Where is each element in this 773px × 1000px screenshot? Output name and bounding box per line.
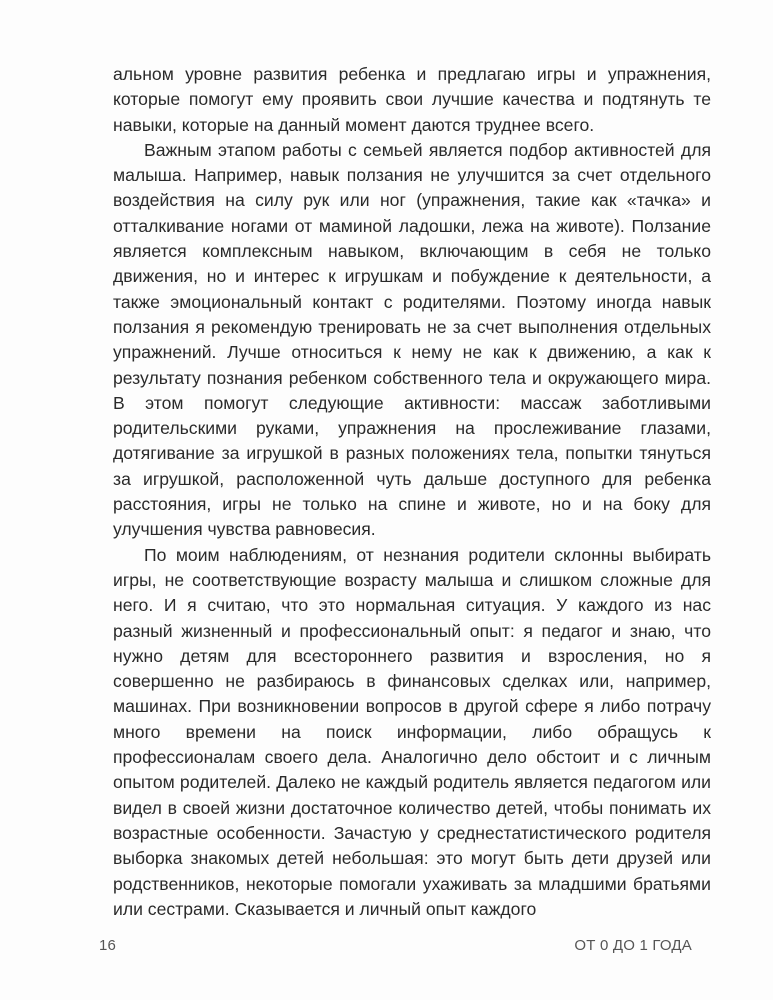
paragraph-continuation: альном уровне развития ребенка и предлагаю игры и упражнения, которые помогут ему проявить свои лучшие качества и подтянуть те навыки, которые на данный момент даются труднее всего. (113, 64, 711, 135)
paragraph: По моим наблюдениям, от незнания родители склонны выбирать игры, не соответствующие возрасту малыша и слишком сложные для него. И я считаю, что это нормальная ситуация. У каждого из нас разный жизненный и профессиональный опыт: я педагог и знаю, что нужно детям для всестороннего развития и взросления, но я совершенно не разбираюсь в финансовых сделках или, например, машинах. При возникновении вопросов в другой сфере я либо потрачу много времени на поиск информации, либо обращусь к профессионалам своего дела. Аналогично дело обстоит и с личным опытом родителей. Далеко не каждый родитель является педагогом или видел в своей жизни достаточное количество детей, чтобы понимать их возрастные особенности. Зачастую у среднестатистического родителя выборка знакомых детей небольшая: это могут быть дети друзей или родственников, некоторые помогали ухаживать за младшими братьями или сестрами. Сказывается и личный опыт каждого (113, 544, 711, 919)
paragraph: Важным этапом работы с семьей является подбор активностей для малыша. Например, навык ползания не улучшится за счет отдельного воздействия на силу рук или ног (упражнения, такие как «тачка» и отталкивание ногами от маминой ладошки, лежа на животе). Ползание является комплексным навыком, включающим в себя не только движения, но и интерес к игрушкам и побуждение к деятельности, а также эмоциональный контакт с родителями. Поэтому иногда навык ползания я рекомендую тренировать не за счет выполнения отдельных упражнений. Лучше относиться к нему не как к движению, а как к результату познания ребенком собственного тела и окружающего мира. В этом помогут следующие активности: массаж заботливыми родительскими руками, упражнения на прослеживание глазами, дотягивание за игрушкой в разных положениях тела, попытки тянуться за игрушкой, расположенной чуть дальше доступного для ребенка расстояния, игры не только на спине и животе, но и на боку для улучшения чувства равновесия. (113, 139, 711, 540)
body-text (113, 62, 711, 922)
page-number: 16 (99, 937, 117, 954)
running-title: ОТ 0 ДО 1 ГОДА (574, 937, 692, 954)
